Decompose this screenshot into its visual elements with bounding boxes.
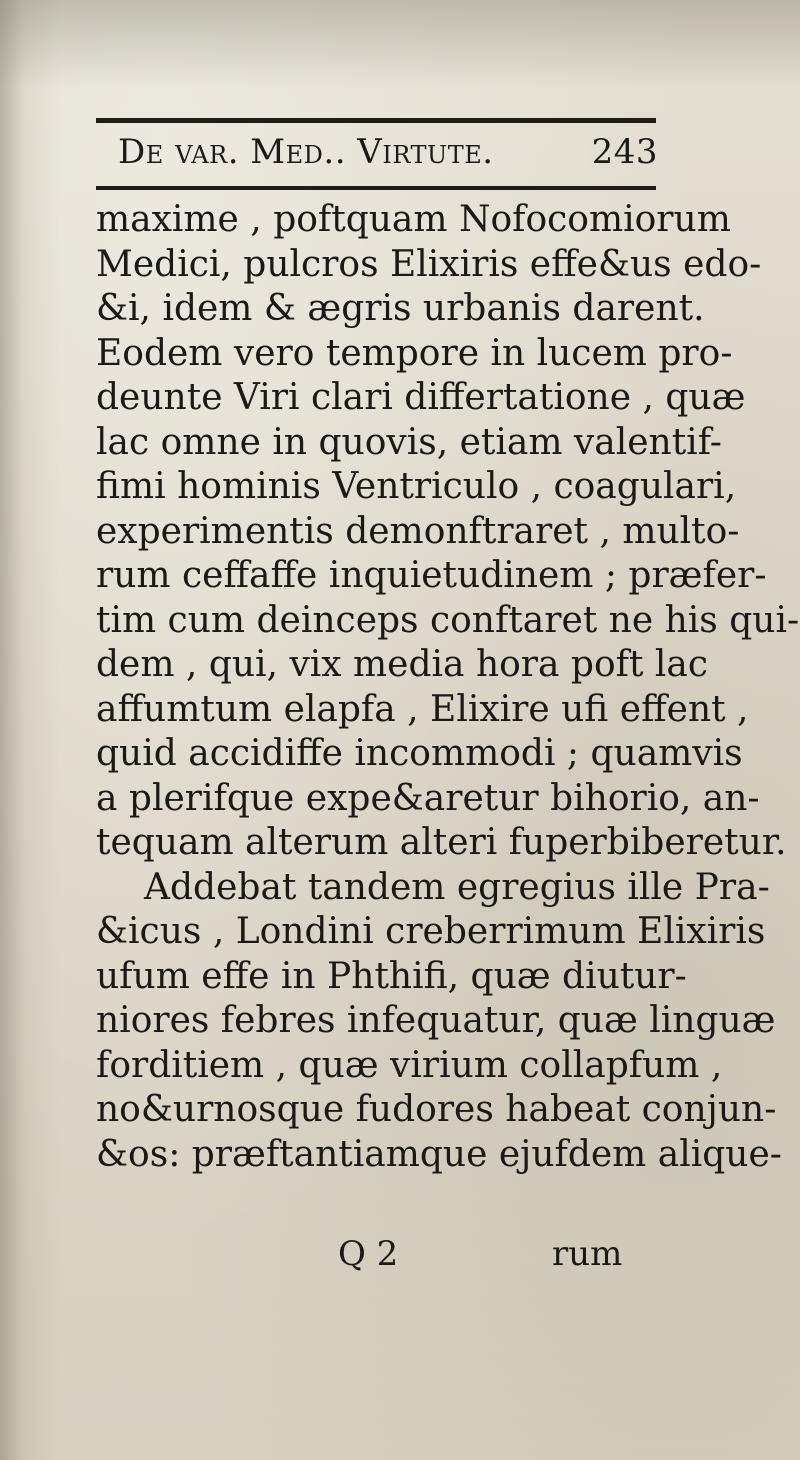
text-line: deunte Viri clari differtatione , quæ: [96, 377, 746, 418]
text-line: no&urnosque fudores habeat conjun-: [96, 1089, 777, 1130]
text-line: maxime , poftquam Nofocomiorum: [96, 199, 731, 240]
text-line: forditiem , quæ virium collapfum ,: [96, 1044, 723, 1086]
text-line: &icus , Londini creberrimum Elixiris: [96, 911, 766, 952]
text-line: dem , qui, vix media hora poft lac: [96, 644, 709, 685]
text-line: experimentis demonftraret , multo-: [96, 510, 740, 552]
text-line: Eodem vero tempore in lucem pro-: [96, 332, 733, 374]
header-rule-bottom: [96, 186, 656, 190]
signature-mark: Q 2: [338, 1234, 399, 1274]
text-line: Addebat tandem egregius ille Pra-: [144, 866, 770, 908]
text-line: &i, idem & ægris urbanis darent.: [96, 288, 705, 329]
text-line: niores febres infequatur, quæ linguæ: [96, 1000, 776, 1041]
text-line: tequam alterum alteri fuperbiberetur.: [96, 822, 787, 863]
header-rule-top: [96, 118, 656, 123]
text-line: a plerifque expe&aretur bihorio, an-: [96, 777, 760, 819]
text-line: tim cum deinceps conftaret ne his qui-: [96, 599, 800, 641]
text-line: ufum effe in Phthifi, quæ diutur-: [96, 955, 687, 997]
body-text: [96, 198, 800, 1177]
text-line: fimi hominis Ventriculo , coagulari,: [96, 466, 737, 507]
text-line: quid accidiffe incommodi ; quamvis: [96, 733, 743, 774]
page-number: 243: [591, 132, 658, 172]
page-left-margin-shadow: [0, 0, 60, 1460]
catchword: rum: [552, 1234, 623, 1274]
text-line: rum ceffaffe inquietudinem ; præfer-: [96, 555, 767, 596]
text-line: &os: præftantiamque ejufdem alique-: [96, 1133, 782, 1175]
text-line: affumtum elapfa , Elixire ufi effent ,: [96, 688, 749, 730]
text-line: Medici, pulcros Elixiris effe&us edo-: [96, 243, 762, 285]
running-header: [118, 128, 658, 184]
text-line: lac omne in quovis, etiam valentif-: [96, 421, 722, 463]
running-title: De var. Med.. Virtute.: [118, 132, 494, 172]
page-top-margin-shadow: [0, 0, 800, 90]
